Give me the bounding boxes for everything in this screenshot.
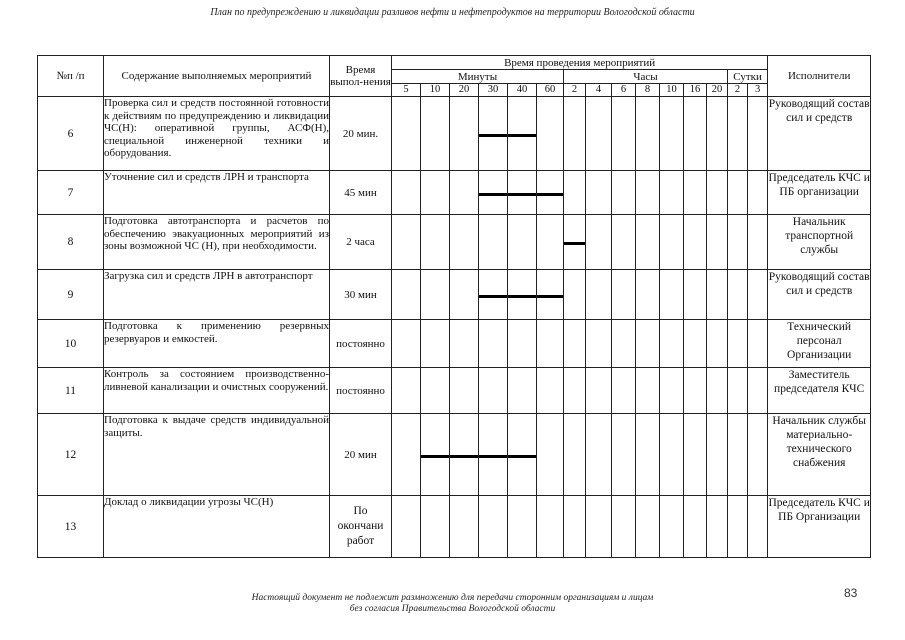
grid-cell [612, 215, 636, 270]
grid-cell [392, 320, 421, 368]
grid-cell [612, 97, 636, 171]
grid-cell [537, 320, 564, 368]
grid-cell [728, 215, 748, 270]
grid-cell [586, 496, 612, 558]
grid-cell [612, 171, 636, 215]
header-num: №п /п [38, 56, 104, 97]
grid-cell [421, 496, 450, 558]
grid-cell [748, 171, 768, 215]
grid-cell [537, 368, 564, 414]
row-content: Контроль за состоянием производственно-ливневой канализации и очистных сооружений. [104, 368, 330, 414]
grid-cell [564, 368, 586, 414]
grid-cell [636, 215, 660, 270]
header-hours: Часы [564, 70, 728, 84]
table-row [38, 496, 871, 558]
grid-cell [707, 496, 728, 558]
schedule-bar [508, 455, 536, 458]
row-executor: Заместитель председателя КЧС [768, 368, 871, 414]
grid-cell [421, 215, 450, 270]
row-duration: 45 мин [330, 171, 392, 215]
table-row [38, 97, 871, 171]
grid-cell [450, 320, 479, 368]
grid-cell [684, 368, 707, 414]
tick-label: 60 [537, 84, 564, 97]
row-executor: Руководящий состав сил и средств [768, 270, 871, 320]
row-content: Подготовка к применению резервных резервуаров и емкостей. [104, 320, 330, 368]
row-duration: постоянно [330, 320, 392, 368]
grid-cell [479, 270, 508, 320]
row-number: 7 [38, 171, 104, 215]
grid-cell [684, 171, 707, 215]
grid-cell [586, 215, 612, 270]
grid-cell [450, 171, 479, 215]
grid-cell [728, 171, 748, 215]
grid-cell [612, 320, 636, 368]
row-executor: Технический персонал Организации [768, 320, 871, 368]
tick-label: 6 [612, 84, 636, 97]
grid-cell [748, 368, 768, 414]
grid-cell [660, 320, 684, 368]
grid-cell [728, 496, 748, 558]
table-row [38, 270, 871, 320]
row-duration: 2 часа [330, 215, 392, 270]
grid-cell [660, 414, 684, 496]
header-time: Время выпол-нения [330, 56, 392, 97]
grid-cell [537, 270, 564, 320]
table-row [38, 320, 871, 368]
grid-cell [728, 270, 748, 320]
grid-cell [612, 368, 636, 414]
row-executor: Председатель КЧС и ПБ Организации [768, 496, 871, 558]
footer-line-1: Настоящий документ не подлежит размножению для передачи сторонним организациям и лицам [251, 593, 654, 603]
row-number: 11 [38, 368, 104, 414]
tick-label: 5 [392, 84, 421, 97]
grid-cell [537, 215, 564, 270]
grid-cell [564, 496, 586, 558]
grid-cell [537, 97, 564, 171]
row-duration: постоянно [330, 368, 392, 414]
grid-cell [684, 414, 707, 496]
header-minutes: Минуты [392, 70, 564, 84]
grid-cell [421, 171, 450, 215]
grid-cell [748, 270, 768, 320]
grid-cell [684, 496, 707, 558]
tick-label: 2 [728, 84, 748, 97]
grid-cell [636, 270, 660, 320]
row-content: Проверка сил и средств постоянной готовности к действиям по предупреждению и ликвидации ЧС(Н): оперативной группы, АСФ(Н), специальной инженерной техники и оборудования. [104, 97, 330, 171]
tick-label: 2 [564, 84, 586, 97]
row-number: 10 [38, 320, 104, 368]
grid-cell [636, 171, 660, 215]
grid-cell [421, 320, 450, 368]
grid-cell [421, 270, 450, 320]
grid-cell [392, 171, 421, 215]
grid-cell [728, 368, 748, 414]
grid-cell [392, 368, 421, 414]
grid-cell [748, 414, 768, 496]
grid-cell [392, 270, 421, 320]
grid-cell [748, 215, 768, 270]
grid-cell [586, 368, 612, 414]
grid-cell [660, 215, 684, 270]
grid-cell [508, 368, 537, 414]
grid-cell [612, 270, 636, 320]
grid-cell [660, 97, 684, 171]
grid-cell [586, 171, 612, 215]
grid-cell [450, 368, 479, 414]
grid-cell [450, 414, 479, 496]
grid-cell [537, 171, 564, 215]
tick-label: 10 [660, 84, 684, 97]
document-footer [0, 593, 905, 615]
schedule-bar [479, 455, 507, 458]
grid-cell [707, 368, 728, 414]
tick-label: 4 [586, 84, 612, 97]
grid-cell [564, 414, 586, 496]
grid-cell [421, 414, 450, 496]
grid-cell [564, 320, 586, 368]
grid-cell [421, 97, 450, 171]
grid-cell [586, 320, 612, 368]
row-executor: Руководящий состав сил и средств [768, 97, 871, 171]
footer-line-2: без согласия Правительства Вологодской области [349, 604, 556, 614]
grid-cell [636, 368, 660, 414]
schedule-table [37, 55, 871, 558]
grid-cell [479, 414, 508, 496]
grid-cell [450, 97, 479, 171]
schedule-bar [537, 295, 563, 298]
row-duration: По окончани работ [330, 496, 392, 558]
row-content: Загрузка сил и средств ЛРН в автотранспорт [104, 270, 330, 320]
row-content: Подготовка автотранспорта и расчетов по обеспечению эвакуационных мероприятий из зоны возможной ЧС (Н), при необходимости. [104, 215, 330, 270]
grid-cell [684, 270, 707, 320]
tick-label: 30 [479, 84, 508, 97]
schedule-bar [479, 134, 507, 137]
grid-cell [728, 320, 748, 368]
schedule-bar [421, 455, 449, 458]
page-number: 83 [844, 586, 858, 600]
grid-cell [392, 215, 421, 270]
grid-cell [728, 97, 748, 171]
schedule-bar [537, 193, 563, 196]
grid-cell [392, 496, 421, 558]
grid-cell [660, 270, 684, 320]
grid-cell [479, 171, 508, 215]
grid-cell [564, 215, 586, 270]
grid-cell [392, 97, 421, 171]
schedule-bar [508, 295, 536, 298]
grid-cell [564, 171, 586, 215]
grid-cell [421, 368, 450, 414]
grid-cell [636, 496, 660, 558]
grid-cell [612, 414, 636, 496]
grid-cell [707, 414, 728, 496]
row-number: 6 [38, 97, 104, 171]
grid-cell [636, 320, 660, 368]
schedule-bar [450, 455, 478, 458]
grid-cell [479, 496, 508, 558]
grid-cell [660, 496, 684, 558]
grid-cell [660, 171, 684, 215]
grid-cell [684, 215, 707, 270]
grid-cell [636, 97, 660, 171]
grid-cell [748, 496, 768, 558]
grid-cell [508, 414, 537, 496]
row-duration: 30 мин [330, 270, 392, 320]
grid-cell [537, 496, 564, 558]
grid-cell [707, 270, 728, 320]
grid-cell [479, 215, 508, 270]
schedule-bar [479, 193, 507, 196]
tick-label: 40 [508, 84, 537, 97]
grid-cell [707, 215, 728, 270]
grid-cell [748, 97, 768, 171]
grid-cell [728, 414, 748, 496]
grid-cell [450, 496, 479, 558]
row-executor: Начальник транспортной службы [768, 215, 871, 270]
grid-cell [586, 270, 612, 320]
schedule-bar [479, 295, 507, 298]
grid-cell [612, 496, 636, 558]
tick-label: 3 [748, 84, 768, 97]
grid-cell [707, 97, 728, 171]
grid-cell [479, 320, 508, 368]
grid-cell [684, 97, 707, 171]
grid-cell [450, 270, 479, 320]
row-content: Подготовка к выдаче средств индивидуальной защиты. [104, 414, 330, 496]
grid-cell [479, 97, 508, 171]
tick-label: 8 [636, 84, 660, 97]
schedule-bar [564, 242, 585, 245]
grid-cell [684, 320, 707, 368]
row-number: 9 [38, 270, 104, 320]
table-row [38, 171, 871, 215]
tick-label: 20 [450, 84, 479, 97]
row-executor: Начальник службы материально-технического снабжения [768, 414, 871, 496]
table-row [38, 414, 871, 496]
grid-cell [564, 97, 586, 171]
table-row [38, 215, 871, 270]
schedule-bar [508, 134, 536, 137]
row-content: Доклад о ликвидации угрозы ЧС(Н) [104, 496, 330, 558]
header-content: Содержание выполняемых мероприятий [104, 56, 330, 97]
grid-cell [564, 270, 586, 320]
grid-cell [660, 368, 684, 414]
grid-cell [508, 496, 537, 558]
row-number: 12 [38, 414, 104, 496]
grid-cell [508, 270, 537, 320]
grid-cell [586, 414, 612, 496]
tick-label: 16 [684, 84, 707, 97]
schedule-bar [508, 193, 536, 196]
row-number: 8 [38, 215, 104, 270]
header-exec: Исполнители [768, 56, 871, 97]
header-days: Сутки [728, 70, 768, 84]
grid-cell [586, 97, 612, 171]
grid-cell [508, 215, 537, 270]
row-duration: 20 мин. [330, 97, 392, 171]
grid-cell [450, 215, 479, 270]
row-executor: Председатель КЧС и ПБ организации [768, 171, 871, 215]
table-row [38, 368, 871, 414]
row-number: 13 [38, 496, 104, 558]
grid-cell [392, 414, 421, 496]
grid-cell [508, 171, 537, 215]
tick-label: 10 [421, 84, 450, 97]
grid-cell [748, 320, 768, 368]
tick-label: 20 [707, 84, 728, 97]
header-schedule: Время проведения мероприятий [392, 56, 768, 70]
grid-cell [707, 320, 728, 368]
row-duration: 20 мин [330, 414, 392, 496]
grid-cell [707, 171, 728, 215]
row-content: Уточнение сил и средств ЛРН и транспорта [104, 171, 330, 215]
grid-cell [508, 97, 537, 171]
grid-cell [508, 320, 537, 368]
grid-cell [636, 414, 660, 496]
document-header: План по предупреждению и ликвидации разливов нефти и нефтепродуктов на территории Вологодской области [210, 7, 695, 18]
grid-cell [537, 414, 564, 496]
grid-cell [479, 368, 508, 414]
